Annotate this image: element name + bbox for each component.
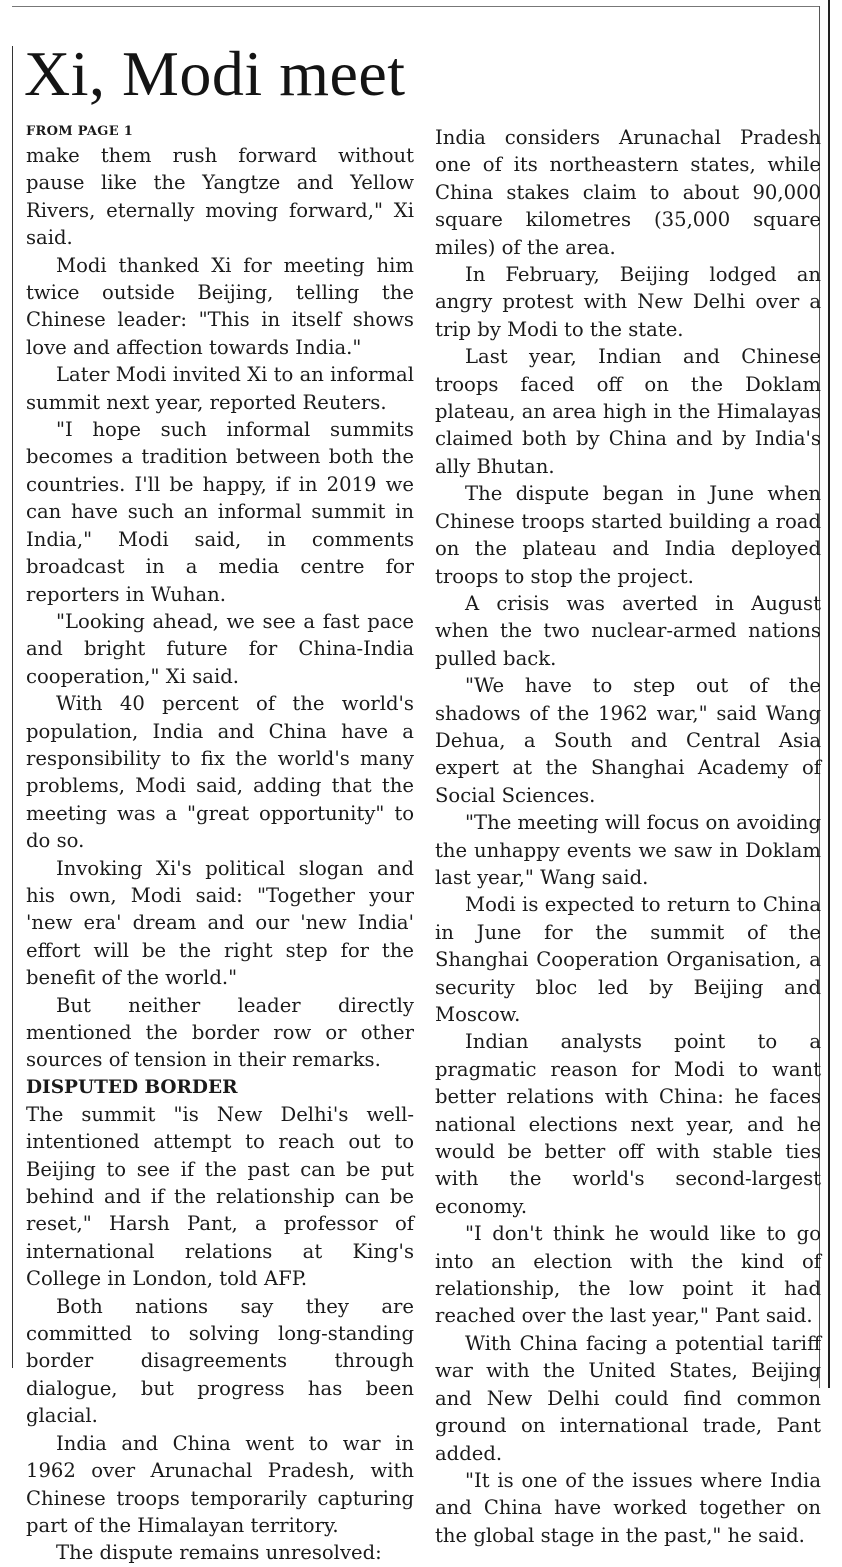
paragraph: "It is one of the issues where India and China have worked together on the global stage in the past," he said. — [435, 1468, 821, 1547]
paragraph: India and China went to war in 1962 over Arunachal Pradesh, with Chinese troops temporarily capturing part of the Himalayan territory. — [26, 1431, 414, 1537]
paragraph: "The meeting will focus on avoiding the unhappy events we saw in Doklam last year," Wang said. — [435, 811, 821, 889]
paragraph: A crisis was averted in August when the two nuclear-armed nations pulled back. — [435, 591, 821, 670]
paragraph: Modi is expected to return to China in June for the summit of the Shanghai Cooperation Organisation, a security bloc led by Beijing and Moscow. — [435, 893, 821, 1026]
paragraph: Modi thanked Xi for meeting him twice outside Beijing, telling the Chinese leader: "This in itself shows love and affection towards India." — [26, 253, 414, 359]
paragraph: Last year, Indian and Chinese troops faced off on the Doklam plateau, an area high in the Himalayas claimed both by China and by India's ally Bhutan. — [435, 345, 821, 478]
paragraph: But neither leader directly mentioned the border row or other sources of tension in their remarks. — [26, 993, 414, 1072]
paragraph: The dispute remains unresolved: — [56, 1541, 382, 1565]
paragraph: "I don't think he would like to go into an election with the kind of relationship, the low point it had reached over the last year," Pant said. — [435, 1222, 821, 1328]
paragraph: With China facing a potential tariff war with the United States, Beijing and New Delhi could find common ground on international trade, Pant added. — [435, 1331, 821, 1465]
paragraph: India considers Arunachal Pradesh one of its northeastern states, while China stakes claim to about 90,000 square kilometres (35,000 square miles) of the area. — [435, 126, 821, 259]
paragraph: "Looking ahead, we see a fast pace and bright future for China-India cooperation," Xi said. — [26, 609, 414, 688]
paragraph: With 40 percent of the world's population, India and China have a responsibility to fix the world's many problems, Modi said, adding that the meeting was a "great opportunity" to do so. — [26, 692, 414, 853]
paragraph: Indian analysts point to a pragmatic reason for Modi to want better relations with China: he faces national elections next year, and he would be better off with stable ties with the world's second-largest economy. — [435, 1030, 821, 1218]
paragraph: "I hope such informal summits becomes a tradition between both the countries. I'll be happy, if in 2019 we can have such an informal summit in India," Modi said, in comments broadcast in a media centre for reporters in Wuhan. — [26, 418, 414, 606]
subheading: DISPUTED BORDER — [26, 1076, 238, 1098]
paragraph: In February, Beijing lodged an angry protest with New Delhi over a trip by Modi to the state. — [435, 263, 821, 341]
paragraph: The dispute began in June when Chinese troops started building a road on the plateau and India deployed troops to stop the project. — [435, 482, 821, 588]
paragraph: Later Modi invited Xi to an informal summit next year, reported Reuters. — [26, 363, 414, 414]
paragraph: Invoking Xi's political slogan and his own, Modi said: "Together your 'new era' dream and our 'new India' effort will be the right step for the benefit of the world." — [26, 856, 414, 990]
article-column-right — [435, 124, 821, 1549]
paragraph: Both nations say they are committed to solving long-standing border disagreements through dialogue, but progress has been glacial. — [26, 1294, 414, 1428]
top-rule — [12, 6, 820, 7]
left-column-rule — [12, 46, 13, 1368]
paragraph: "We have to step out of the shadows of the 1962 war," said Wang Dehua, a South and Central Asia expert at the Shanghai Academy of Social Sciences. — [435, 674, 821, 807]
headline: Xi, Modi meet — [24, 38, 406, 109]
outer-border-rule — [828, 0, 830, 1388]
kicker: FROM PAGE 1 — [26, 124, 134, 139]
paragraph: make them rush forward without pause like the Yangtze and Yellow Rivers, eternally moving forward," Xi said. — [26, 144, 414, 250]
paragraph: The summit "is New Delhi's well-intentioned attempt to reach out to Beijing to see if the past can be put behind and if the relationship can be reset," Harsh Pant, a professor of international relations at King's College in London, told AFP. — [26, 1102, 414, 1291]
article-column-left — [26, 120, 414, 1567]
